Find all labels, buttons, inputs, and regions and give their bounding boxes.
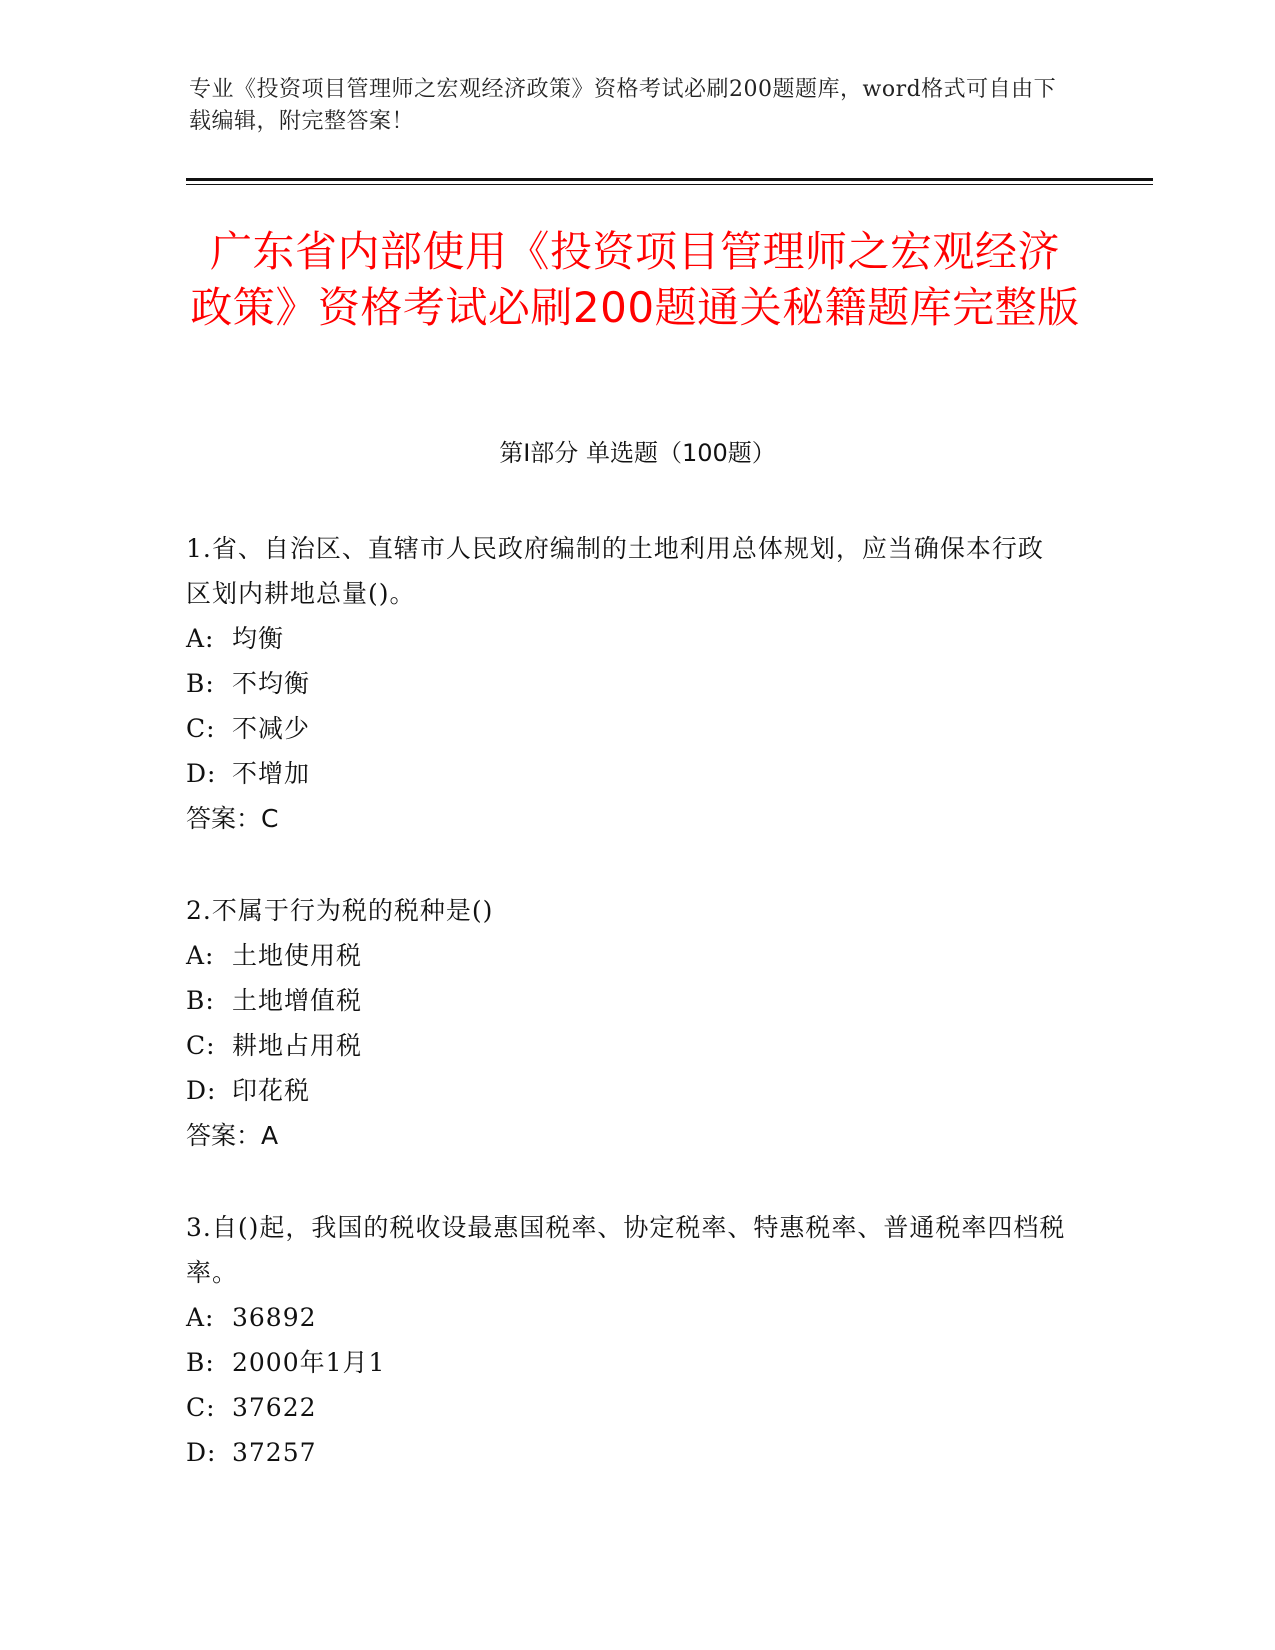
option-text: 均衡	[232, 624, 285, 653]
option-text: 耕地占用税	[232, 1031, 363, 1060]
option-key: C:	[186, 1031, 216, 1060]
option-c	[186, 1023, 1066, 1068]
question-stem: 3.自()起，我国的税收设最惠国税率、协定税率、特惠税率、普通税率四档税率。	[186, 1213, 1066, 1287]
option-text: 不增加	[232, 759, 311, 788]
option-b	[186, 1340, 1066, 1385]
option-key: A:	[186, 624, 215, 653]
option-a	[186, 933, 1066, 978]
option-key: B:	[186, 669, 215, 698]
option-key: C:	[186, 1393, 216, 1422]
option-text: 36892	[232, 1303, 317, 1332]
option-text: 印花税	[232, 1076, 311, 1105]
option-c	[186, 706, 1066, 751]
option-text: 土地使用税	[232, 941, 363, 970]
option-a	[186, 616, 1066, 661]
question-stem: 2.不属于行为税的税种是()	[186, 896, 494, 925]
option-key: B:	[186, 986, 215, 1015]
option-b	[186, 661, 1066, 706]
option-key: D:	[186, 1076, 217, 1105]
option-a	[186, 1295, 1066, 1340]
option-text: 37257	[232, 1438, 317, 1467]
question-list	[186, 526, 1066, 1521]
option-b	[186, 978, 1066, 1023]
question-stem: 1.省、自治区、直辖市人民政府编制的土地利用总体规划，应当确保本行政区划内耕地总量()。	[186, 534, 1044, 608]
option-key: A:	[186, 1303, 215, 1332]
option-key: A:	[186, 941, 215, 970]
option-text: 不减少	[232, 714, 311, 743]
header-rule-thin	[186, 184, 1153, 185]
header-note: 专业《投资项目管理师之宏观经济政策》资格考试必刷200题题库，word格式可自由下载编辑，附完整答案！	[189, 77, 1057, 134]
question-3	[186, 1205, 1066, 1475]
document-title: 广东省内部使用《投资项目管理师之宏观经济政策》资格考试必刷200题通关秘籍题库完整版	[190, 227, 1080, 332]
option-key: D:	[186, 1438, 217, 1467]
option-d	[186, 751, 1066, 796]
header-rule-thick	[186, 178, 1153, 181]
answer-line: 答案：C	[186, 804, 279, 833]
option-key: D:	[186, 759, 217, 788]
option-text: 37622	[232, 1393, 317, 1422]
option-key: C:	[186, 714, 216, 743]
option-key: B:	[186, 1348, 215, 1377]
section-title: 第Ⅰ部分 单选题（100题）	[499, 439, 776, 467]
option-c	[186, 1385, 1066, 1430]
question-1	[186, 526, 1066, 842]
option-d	[186, 1430, 1066, 1475]
answer-line: 答案：A	[186, 1121, 279, 1150]
option-text: 不均衡	[232, 669, 311, 698]
option-text: 2000年1月1	[232, 1348, 386, 1377]
option-text: 土地增值税	[232, 986, 363, 1015]
question-2	[186, 888, 1066, 1159]
option-d	[186, 1068, 1066, 1113]
